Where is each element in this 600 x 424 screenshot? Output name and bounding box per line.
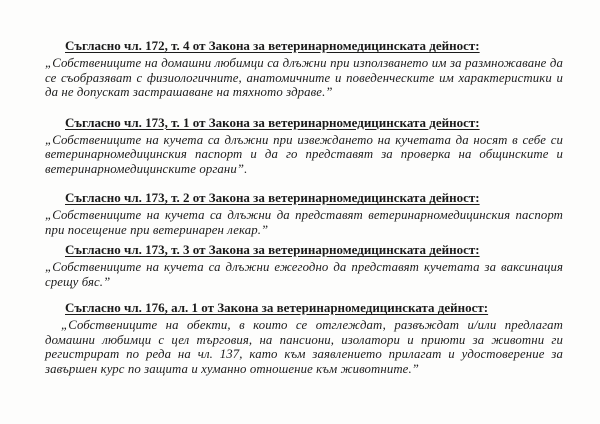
law-section: [45, 114, 563, 177]
paragraph-line: „Собствениците на обекти, в които се отглеждат, развъждат и/или предлагат: [61, 318, 563, 332]
paragraph-line: регистрират по реда на чл. 137, като към заявлението прилагат и удостоверение за: [45, 347, 563, 361]
paragraph-line: „Собствениците на кучета са длъжни при извеждането на кучетата да носят в себе си: [45, 132, 563, 147]
paragraph-line: „Собствениците на домашни любимци са длъжни при използването им за размножаване да: [45, 56, 563, 70]
section-heading: Съгласно чл. 172, т. 4 от Закона за ветеринарномедицинската дейност:: [65, 38, 480, 53]
law-section: [45, 37, 563, 100]
section-quote-paragraph: [45, 318, 563, 376]
section-heading: Съгласно чл. 176, ал. 1 от Закона за ветеринарномедицинската дейност:: [65, 300, 489, 315]
law-section: [45, 241, 563, 289]
section-heading: Съгласно чл. 173, т. 2 от Закона за ветеринарномедицинската дейност:: [65, 190, 480, 205]
paragraph-line: домашни любимци с цел търговия, на пансиони, изолатори и приюти за животни ги: [45, 332, 563, 347]
section-heading: Съгласно чл. 173, т. 3 от Закона за ветеринарномедицинската дейност:: [65, 242, 480, 257]
paragraph-line: „Собствениците на кучета са длъжни да представят ветеринарномедицинския паспорт: [45, 208, 563, 222]
law-section: [45, 299, 563, 376]
section-heading: Съгласно чл. 173, т. 1 от Закона за ветеринарномедицинската дейност:: [65, 114, 480, 130]
section-quote-paragraph: [45, 208, 563, 237]
paragraph-line: ветеринарномедицинския паспорт и да го представят за проверка на общинските и: [45, 147, 563, 161]
paragraph-line: „Собствениците на кучета са длъжни ежегодно да представят кучетата за ваксинация: [45, 260, 563, 274]
paragraph-line: завършен курс по защита и хуманно отношение към животните.”: [45, 361, 419, 376]
section-quote-paragraph: [45, 56, 563, 100]
paragraph-line: да не допускат застрашаване на тяхното здраве.”: [45, 85, 333, 99]
paragraph-line: ветеринарномедицинските органи”.: [45, 161, 248, 176]
law-section: [45, 189, 563, 237]
paragraph-line: се съобразяват с физиологичните, анатомичните и поведенческите им характеристики и: [45, 70, 563, 85]
section-quote-paragraph: [45, 133, 563, 177]
paragraph-line: срещу бяс.”: [45, 274, 111, 289]
section-quote-paragraph: [45, 260, 563, 289]
paragraph-line: при посещение при ветеринарен лекар.”: [45, 222, 269, 237]
